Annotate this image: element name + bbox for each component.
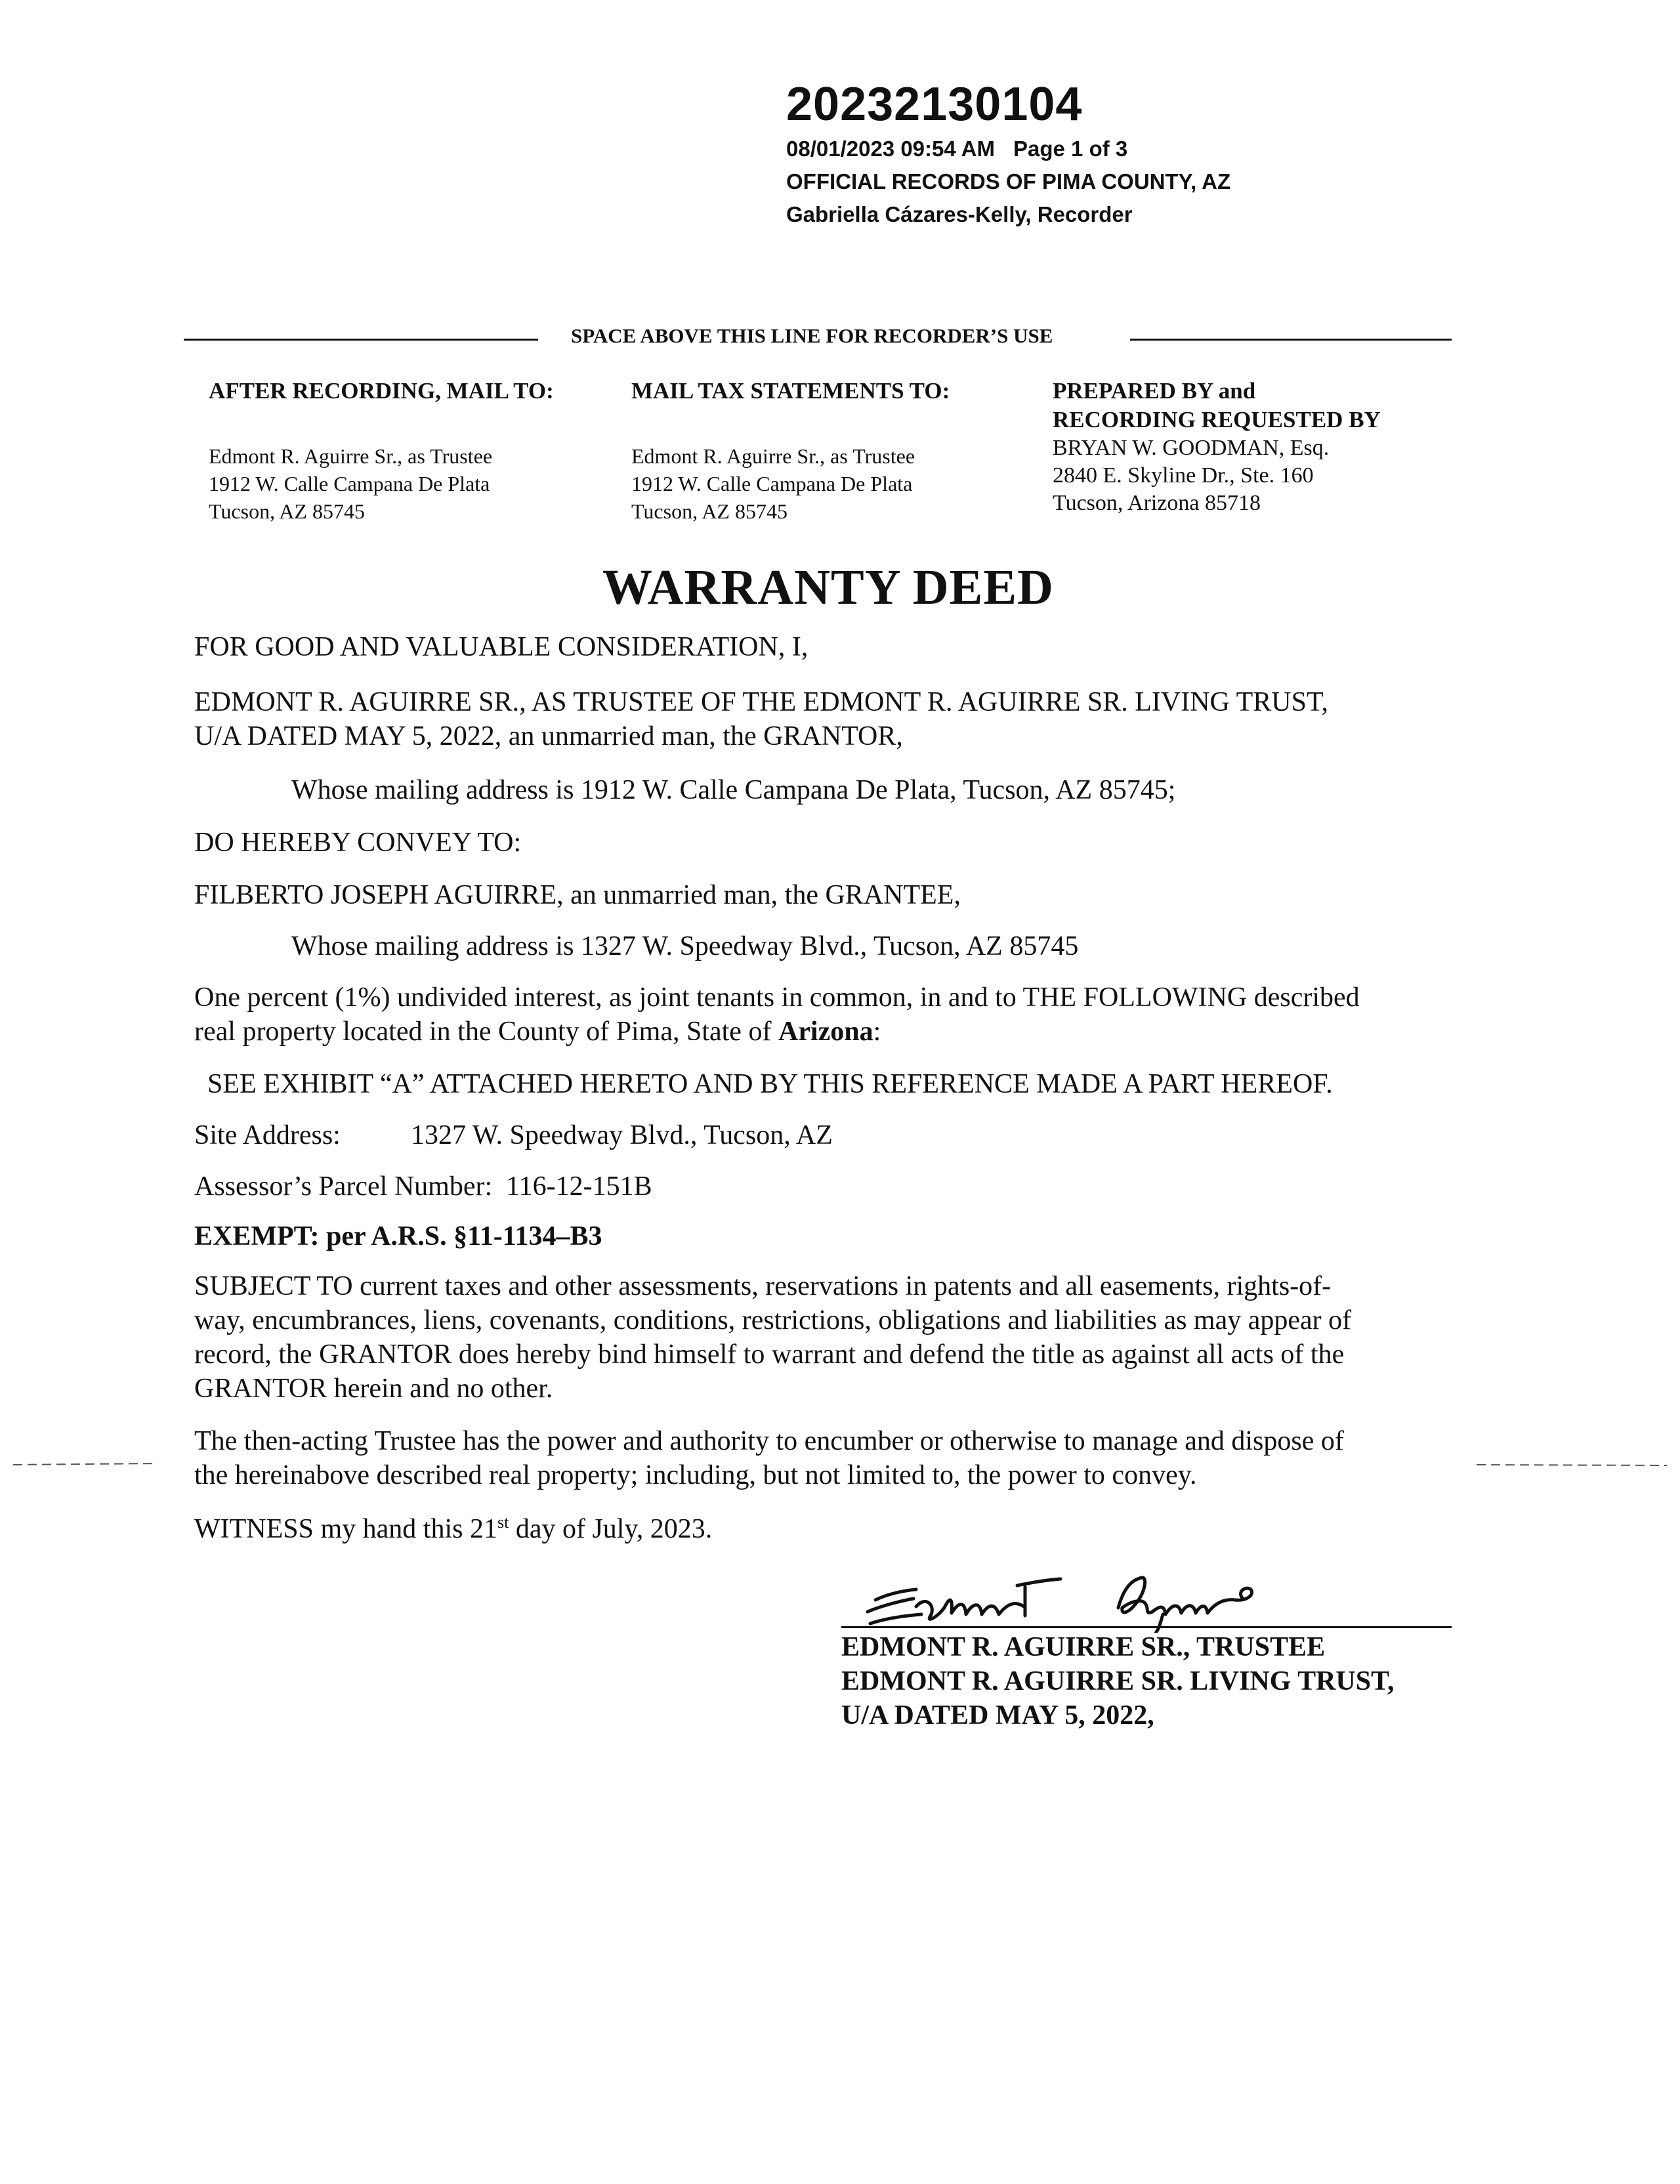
signatory-block bbox=[841, 1630, 1395, 1732]
recording-timestamp: 08/01/2023 09:54 AM bbox=[786, 136, 995, 161]
consideration-clause: FOR GOOD AND VALUABLE CONSIDERATION, I, bbox=[194, 632, 808, 662]
parcel-number-label: Assessor’s Parcel Number: bbox=[194, 1171, 493, 1202]
grantor-line-1: EDMONT R. AGUIRRE SR., AS TRUSTEE OF THE EDMONT R. AGUIRRE SR. LIVING TRUST, bbox=[194, 687, 1329, 717]
prepared-by-heading: PREPARED BY and bbox=[1053, 378, 1256, 404]
convey-clause: DO HEREBY CONVEY TO: bbox=[194, 828, 522, 858]
document-title: WARRANTY DEED bbox=[602, 560, 1054, 615]
recording-requested-heading: RECORDING REQUESTED BY bbox=[1053, 407, 1381, 432]
trustee-power-line-2: the hereinabove described real property; including, but not limited to, the power to convey. bbox=[194, 1460, 1197, 1490]
site-address-row bbox=[194, 1118, 1467, 1152]
interest-colon: : bbox=[873, 1017, 881, 1047]
witness-date: day of July, 2023. bbox=[509, 1514, 713, 1544]
recording-timestamp-line bbox=[786, 136, 1127, 161]
prepared-by-line2: 2840 E. Skyline Dr., Ste. 160 bbox=[1053, 463, 1314, 488]
mail-to-line2: 1912 W. Calle Campana De Plata bbox=[209, 472, 490, 495]
tax-statements-line2: 1912 W. Calle Campana De Plata bbox=[631, 472, 913, 495]
mail-to-line1: Edmont R. Aguirre Sr., as Trustee bbox=[209, 444, 493, 468]
grantor-line-2: U/A DATED MAY 5, 2022, an unmarried man, the GRANTOR, bbox=[194, 721, 903, 751]
interest-state: Arizona bbox=[778, 1017, 873, 1047]
prepared-by-block bbox=[1053, 377, 1512, 517]
witness-clause bbox=[194, 1512, 1467, 1546]
subject-to-line-2: way, encumbrances, liens, covenants, conditions, restrictions, obligations and liabilities as may appear of bbox=[194, 1305, 1352, 1335]
interest-line-1: One percent (1%) undivided interest, as joint tenants in common, in and to THE FOLLOWING described bbox=[194, 982, 1360, 1013]
parcel-number-value: 116-12-151B bbox=[506, 1171, 652, 1202]
subject-to-line-3: record, the GRANTOR does hereby bind himself to warrant and defend the title as against all acts of the bbox=[194, 1339, 1345, 1370]
trustee-power-line-1: The then-acting Trustee has the power and authority to encumber or otherwise to manage and dispose of bbox=[194, 1426, 1344, 1456]
recorder-space-divider bbox=[0, 324, 1680, 350]
interest-text: real property located in the County of Pima, State of bbox=[194, 1017, 778, 1047]
exhibit-reference: SEE EXHIBIT “A” ATTACHED HERETO AND BY THIS REFERENCE MADE A PART HEREOF. bbox=[207, 1069, 1333, 1099]
scan-dash-artifact bbox=[0, 1450, 1680, 1477]
signatory-line-2: EDMONT R. AGUIRRE SR. LIVING TRUST, bbox=[841, 1666, 1395, 1696]
site-address-label: Site Address: bbox=[194, 1120, 341, 1150]
prepared-by-line1: BRYAN W. GOODMAN, Esq. bbox=[1053, 436, 1330, 460]
parcel-number-row bbox=[194, 1169, 1467, 1204]
grantee-clause: FILBERTO JOSEPH AGUIRRE, an unmarried man, the GRANTEE, bbox=[194, 880, 961, 910]
recorder-space-notice: SPACE ABOVE THIS LINE FOR RECORDER’S USE bbox=[571, 324, 1053, 347]
recording-page-info: Page 1 of 3 bbox=[1013, 136, 1128, 161]
tax-statements-heading: MAIL TAX STATEMENTS TO: bbox=[631, 378, 950, 404]
tax-statements-line1: Edmont R. Aguirre Sr., as Trustee bbox=[631, 444, 915, 468]
recording-office: OFFICIAL RECORDS OF PIMA COUNTY, AZ bbox=[786, 169, 1231, 194]
tax-statements-block bbox=[631, 377, 1038, 525]
interest-line-2 bbox=[194, 1015, 1467, 1049]
mail-to-line3: Tucson, AZ 85745 bbox=[209, 499, 365, 523]
handwritten-signature bbox=[853, 1561, 1326, 1633]
divider-rule-left bbox=[184, 339, 538, 341]
grantor-address: Whose mailing address is 1912 W. Calle Campana De Plata, Tucson, AZ 85745; bbox=[291, 775, 1176, 805]
signatory-line-3: U/A DATED MAY 5, 2022, bbox=[841, 1700, 1154, 1731]
divider-rule-right bbox=[1130, 339, 1452, 341]
site-address-value: 1327 W. Speedway Blvd., Tucson, AZ bbox=[411, 1120, 833, 1150]
tax-statements-line3: Tucson, AZ 85745 bbox=[631, 499, 788, 523]
signature-line bbox=[841, 1626, 1452, 1628]
prepared-by-line3: Tucson, Arizona 85718 bbox=[1053, 491, 1261, 515]
subject-to-line-1: SUBJECT TO current taxes and other assessments, reservations in patents and all easements, rights-of- bbox=[194, 1271, 1332, 1301]
mail-to-heading: AFTER RECORDING, MAIL TO: bbox=[209, 378, 554, 404]
mail-to-block bbox=[209, 377, 616, 525]
signatory-line-1: EDMONT R. AGUIRRE SR., TRUSTEE bbox=[841, 1632, 1326, 1662]
exemption-statement: EXEMPT: per A.R.S. §11-1134–B3 bbox=[194, 1221, 602, 1251]
subject-to-line-4: GRANTOR herein and no other. bbox=[194, 1374, 553, 1404]
witness-text: WITNESS my hand this 21 bbox=[194, 1514, 497, 1544]
grantee-address: Whose mailing address is 1327 W. Speedway Blvd., Tucson, AZ 85745 bbox=[291, 931, 1079, 961]
recording-fee-number: 20232130104 bbox=[786, 78, 1083, 131]
witness-ordinal: st bbox=[497, 1513, 509, 1532]
recorder-name: Gabriella Cázares-Kelly, Recorder bbox=[786, 202, 1133, 226]
